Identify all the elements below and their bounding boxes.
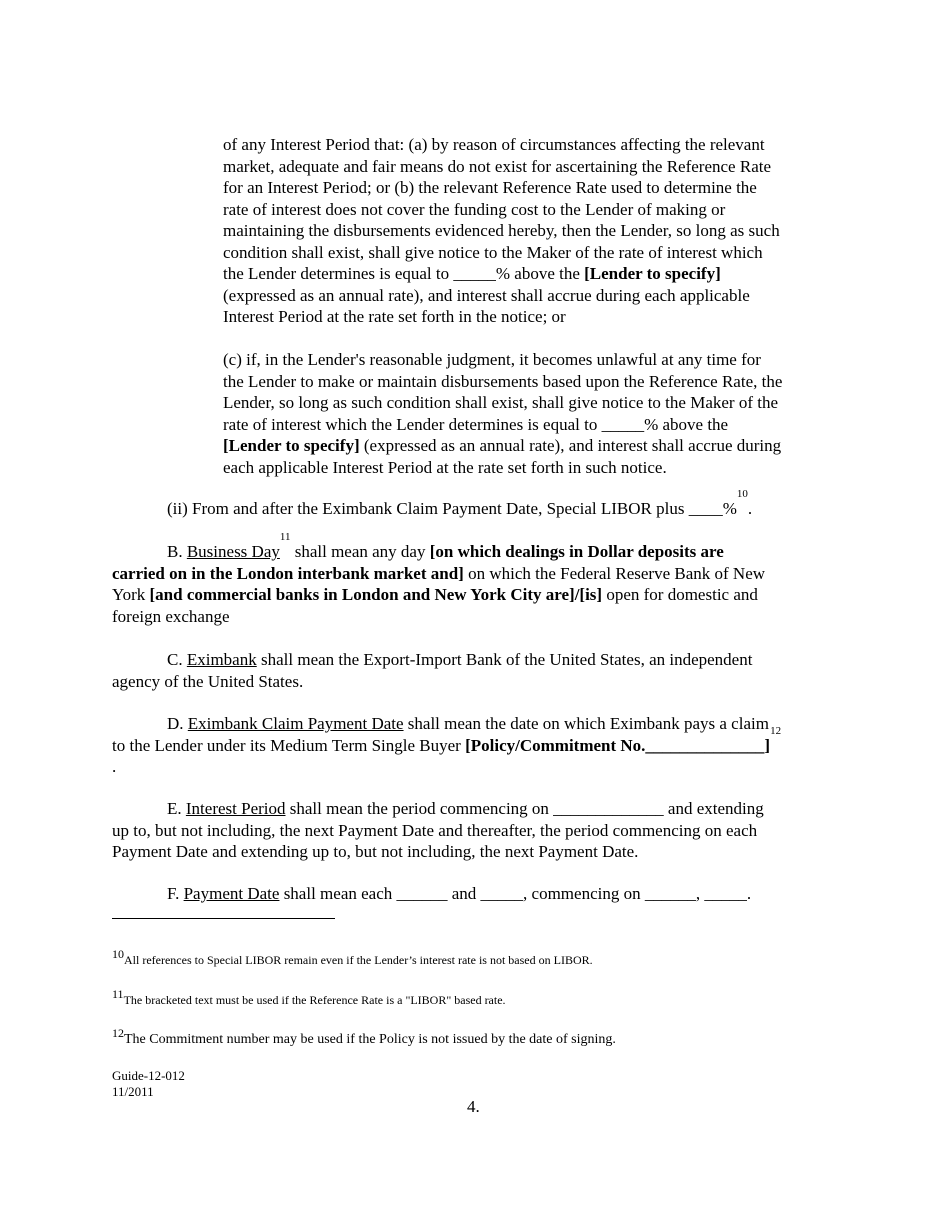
text-line: condition shall exist, shall give notice to the Maker of the rate of interest which [223,242,763,262]
clause-b-continuation [223,134,780,328]
text-line: rate of interest which the Lender determines is equal to _____% above the [223,414,729,434]
section-c-eximbank: C. Eximbank shall mean the Export-Import Bank of the United States, an independent agency of the United States. [112,650,753,691]
lender-to-specify-placeholder: [Lender to specify] [223,436,360,455]
text-line: rate of interest does not cover the funding cost to the Lender of making or [223,199,726,219]
clause-c [223,349,782,478]
item-ii: (ii) From and after the Eximbank Claim Payment Date, Special LIBOR plus ____%$^{10}$. [167,488,753,518]
footnote-ref: 11 [279,531,291,543]
text-line: market, adequate and fair means do not exist for ascertaining the Reference Rate [223,156,772,176]
text-line: (c) if, in the Lender's reasonable judgment, it becomes unlawful at any time for [223,350,761,369]
text-line: Lender, so long as such condition shall exist, shall give notice to the Maker of the [223,393,778,412]
footnote-ref: 10 [736,488,748,500]
section-b-business-day: B. Business Day$^{11}$ shall mean any day [on which dealings in Dollar deposits are carried on in the London interbank market and] on which the Federal Reserve Bank of New York [and commercial banks in London and New York City are]/[is] open for domestic and foreign exchange [112,531,766,626]
guide-date: 11/2011 [112,1084,154,1099]
defined-term: Payment Date [183,884,280,903]
lender-to-specify-placeholder: [Lender to specify] [584,264,721,283]
footnote-12: 12The Commitment number may be used if the Policy is not issued by the date of signing. [112,1026,616,1047]
text-line: (expressed as an annual rate), and interest shall accrue during each applicable [223,285,750,305]
text-line: the Lender determines is equal to _____% above the [Lender to specify] [223,264,721,283]
footnote-10: 10All references to Special LIBOR remain even if the Lender’s interest rate is not based on LIBOR. [112,947,593,967]
section-f-payment-date: F. Payment Date shall mean each ______ and _____, commencing on ______, _____. [167,884,752,903]
defined-term: Interest Period [185,799,286,818]
defined-term: Eximbank Claim Payment Date [187,714,404,733]
document-id [112,1068,185,1100]
text-line: maintaining the disbursements evidenced hereby, then the Lender, so long as such [223,221,780,240]
defined-term: Eximbank [186,650,257,669]
text-line: for an Interest Period; or (b) the relevant Reference Rate used to determine the [223,178,757,197]
defined-term: Business Day [186,542,280,561]
text-line: Interest Period at the rate set forth in the notice; or [223,307,566,326]
section-e-interest-period: E. Interest Period shall mean the period commencing on _____________ and extending up to, but not including, the next Payment Date and thereafter, the period commencing on each Payment Date and extending up to, but not including, the next Payment Date. [112,799,764,861]
footnote-separator [112,918,335,919]
footnote-11: 11The bracketed text must be used if the Reference Rate is a "LIBOR" based rate. [112,987,506,1007]
text-line: of any Interest Period that: (a) by reason of circumstances affecting the relevant [223,135,765,154]
section-d-claim-payment-date: D. Eximbank Claim Payment Date shall mean the date on which Eximbank pays a claim to the Lender under its Medium Term Single Buyer [Policy/Commitment No.______________]$^{12}$ . [112,714,782,776]
page-number: 4. [467,1097,480,1116]
footnote-ref: 12 [770,724,782,737]
text-line: [Lender to specify] (expressed as an annual rate), and interest shall accrue during [223,436,782,455]
text-line: each applicable Interest Period at the rate set forth in such notice. [223,457,667,477]
guide-id: Guide-12-012 [112,1068,185,1083]
text-line: the Lender to make or maintain disbursements based upon the Reference Rate, the [223,371,783,391]
